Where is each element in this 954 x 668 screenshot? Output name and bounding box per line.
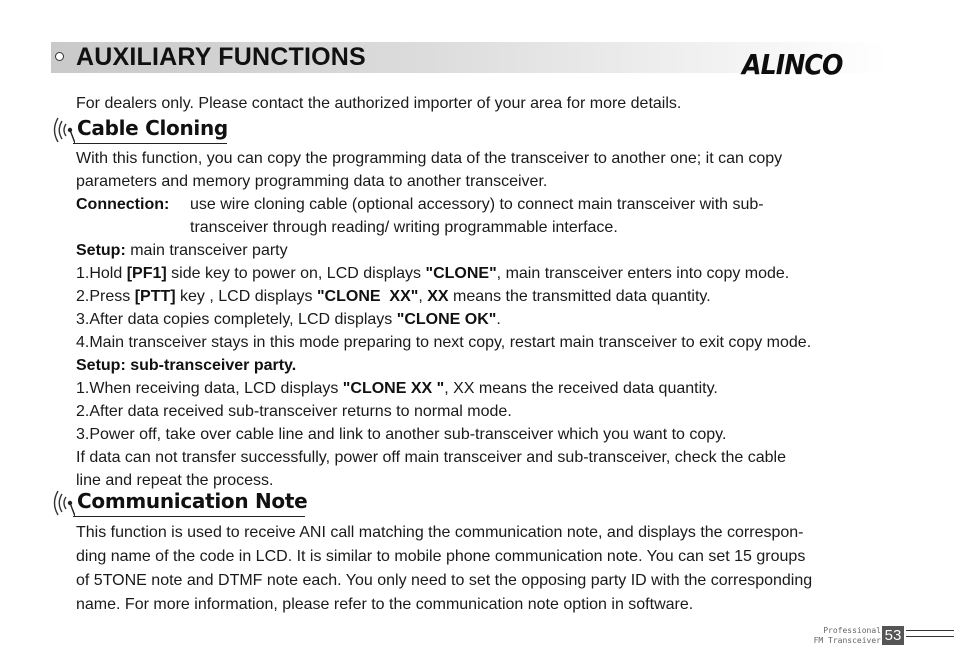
step-1-text-e: , main transceiver enters into copy mode. [496, 265, 790, 282]
step-1 [76, 262, 789, 285]
failure-note-2: line and repeat the process. [76, 472, 274, 489]
step-1-key: [PF1] [126, 265, 167, 282]
step-2-text-e: , [418, 288, 428, 305]
setup-label: Setup: [76, 242, 126, 259]
connection-text-2: transceiver through reading/ writing programmable interface. [190, 219, 618, 236]
step-2-text-a: 2.Press [76, 288, 135, 305]
step-2-display: "CLONE XX" [316, 288, 419, 305]
step-2 [76, 285, 711, 308]
cable-desc-line-1: With this function, you can copy the programming data of the transceiver to another one; it can copy [76, 150, 783, 167]
connection-row [76, 193, 169, 216]
comm-note-line-4: name. For more information, please refer to the communication note option in software. [76, 596, 694, 613]
header-bullet-icon [55, 52, 64, 61]
section-title-communication-note: Communication Note [77, 489, 308, 513]
intro-text: For dealers only. Please contact the authorized importer of your area for more details. [76, 95, 682, 112]
step-1-text-a: 1.Hold [76, 265, 127, 282]
footer-rule [906, 630, 954, 631]
sub-step-3: 3.Power off, take over cable line and link to another sub-transceiver which you want to copy. [76, 426, 727, 443]
page-title: AUXILIARY FUNCTIONS [76, 43, 366, 71]
sub-step-1-text-a: 1.When receiving data, LCD displays [76, 380, 343, 397]
connection-label: Connection: [76, 196, 170, 213]
setup-sub-row [76, 354, 296, 377]
failure-note-1: If data can not transfer successfully, power off main transceiver and sub-transceiver, check the cable [76, 449, 786, 466]
sub-step-1-text-c: , XX means the received data quantity. [444, 380, 718, 397]
cable-desc-line-2: parameters and memory programming data to another transceiver. [76, 173, 548, 190]
footer-rule [906, 636, 954, 637]
page-number: 53 [882, 626, 904, 645]
sub-step-1 [76, 377, 718, 400]
step-2-key: [PTT] [134, 288, 176, 305]
setup-main-text: main transceiver party [125, 242, 288, 259]
step-1-text-c: side key to power on, LCD displays [166, 265, 426, 282]
section-underline [73, 143, 227, 144]
step-3-text-a: 3.After data copies completely, LCD displays [76, 311, 397, 328]
step-2-text-c: key , LCD displays [175, 288, 317, 305]
section-title-cable-cloning: Cable Cloning [77, 116, 228, 140]
step-3-display: "CLONE OK" [396, 311, 497, 328]
step-3-text-c: . [496, 311, 501, 328]
connection-text-1: use wire cloning cable (optional accessory) to connect main transceiver with sub- [190, 196, 764, 213]
signal-wave-icon [49, 488, 75, 518]
setup-sub-label: Setup: sub-transceiver party. [76, 357, 297, 374]
comm-note-line-3: of 5TONE note and DTMF note each. You only need to set the opposing party ID with the corresponding [76, 572, 813, 589]
section-underline [73, 516, 305, 517]
step-1-display: "CLONE" [425, 265, 497, 282]
footer-label-professional: Professional [823, 626, 881, 635]
comm-note-line-1: This function is used to receive ANI call matching the communication note, and displays the correspon- [76, 524, 804, 541]
sub-step-1-display: "CLONE XX " [342, 380, 445, 397]
footer-label-fm-transceiver: FM Transceiver [813, 636, 881, 645]
step-2-xx: XX [427, 288, 449, 305]
step-2-text-g: means the transmitted data quantity. [448, 288, 711, 305]
setup-main-row [76, 239, 288, 262]
step-4: 4.Main transceiver stays in this mode preparing to next copy, restart main transceiver to exit copy mode. [76, 334, 812, 351]
signal-wave-icon [49, 115, 75, 145]
step-3 [76, 308, 501, 331]
comm-note-line-2: ding name of the code in LCD. It is similar to mobile phone communication note. You can set 15 groups [76, 548, 806, 565]
alinco-logo: ALINCO [742, 48, 843, 81]
sub-step-2: 2.After data received sub-transceiver returns to normal mode. [76, 403, 512, 420]
